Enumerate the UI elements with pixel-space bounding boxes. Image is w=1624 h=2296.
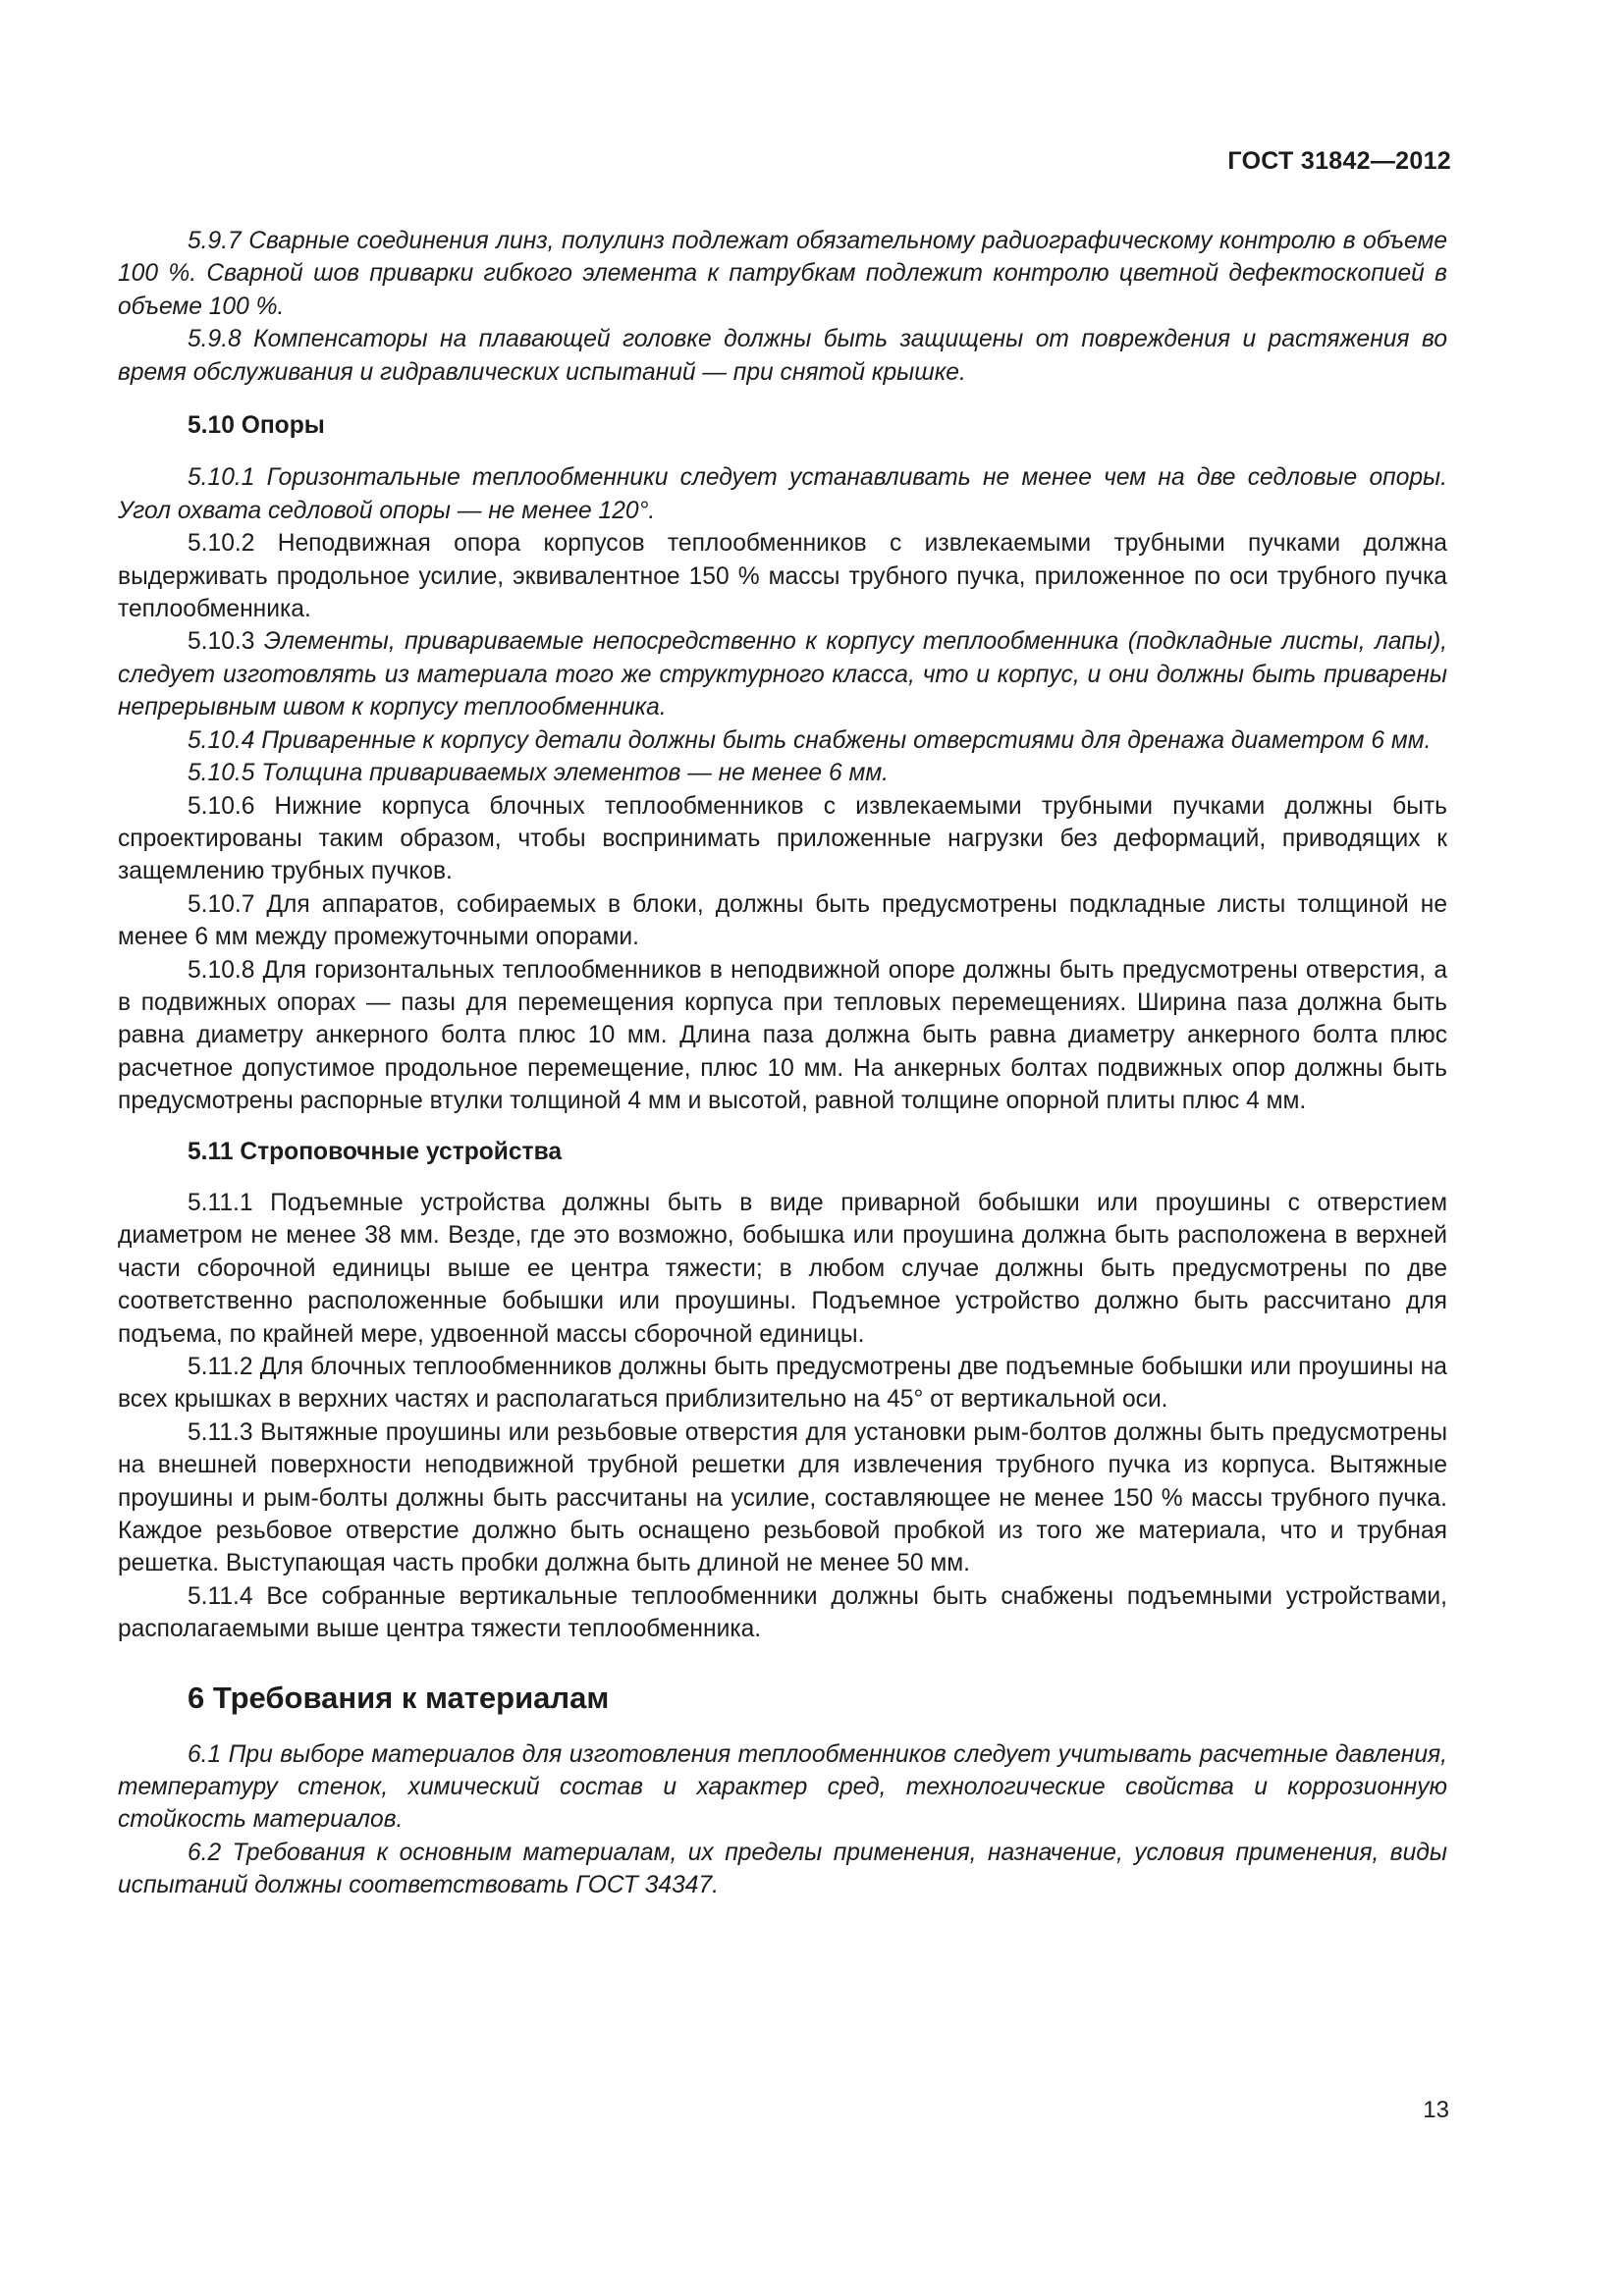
paragraph-5-10-6: 5.10.6 Нижние корпуса блочных теплообменников с извлекаемыми трубными пучками должны быть спроектированы таким образом, чтобы воспринимать приложенные нагрузки без деформаций, приводящих к защемлению трубных пучков. bbox=[118, 792, 1447, 885]
paragraph-5-9-8: 5.9.8 Компенсаторы на плавающей головке должны быть защищены от повреждения и растяжения во время обслуживания и гидравлических испытаний — при снятой крышке. bbox=[118, 326, 1447, 386]
chapter-heading-6: 6 Требования к материалам bbox=[188, 1680, 610, 1715]
page-number: 13 bbox=[1423, 2097, 1449, 2123]
paragraph-5-11-1: 5.11.1 Подъемные устройства должны быть в виде приварной бобышки или проушины с отверстием диаметром не менее 38 мм. Везде, где это возможно, бобышка или проушина должна быть расположена в верхней части сборочной единицы выше ее центра тяжести; в любом случае должны быть предусмотрены по две соответственно расположенные бобышки или проушины. Подъемное устройство должно быть рассчитано для подъема, по крайней мере, удвоенной массы сборочной единицы. bbox=[118, 1189, 1447, 1348]
paragraph-5-10-1: 5.10.1 Горизонтальные теплообменники следует устанавливать не менее чем на две седловые опоры. Угол охвата седловой опоры — не менее 120°. bbox=[118, 464, 1447, 524]
paragraph-6-2: 6.2 Требования к основным материалам, их пределы применения, назначение, условия применения, виды испытаний должны соответствовать ГОСТ 34347. bbox=[118, 1839, 1447, 1899]
section-heading-5-11: 5.11 Строповочные устройства bbox=[188, 1138, 563, 1165]
paragraph-5-10-3-text: Элементы, привариваемые непосредственно к корпусу теплообменника (подкладные листы, лапы), следует изготовлять из материала того же структурного класса, что и корпус, и они должны быть приварены непрерывным швом к корпусу теплообменника. bbox=[118, 628, 1447, 721]
standard-designation: ГОСТ 31842—2012 bbox=[1227, 147, 1451, 175]
paragraph-5-10-2: 5.10.2 Неподвижная опора корпусов теплообменников с извлекаемыми трубными пучками должна выдерживать продольное усилие, эквивалентное 150 % массы трубного пучка, приложенное по оси трубного пучка теплообменника. bbox=[118, 530, 1447, 623]
paragraph-5-11-4: 5.11.4 Все собранные вертикальные теплообменники должны быть снабжены подъемными устройствами, располагаемыми выше центра тяжести теплообменника. bbox=[118, 1582, 1447, 1643]
paragraph-5-10-3 bbox=[118, 625, 1447, 723]
paragraph-5-10-3-number: 5.10.3 bbox=[188, 628, 255, 656]
paragraph-5-11-3: 5.11.3 Вытяжные проушины или резьбовые отверстия для установки рым-болтов должны быть предусмотрены на внешней поверхности неподвижной трубной решетки для извлечения трубного пучка из корпуса. Вытяжные проушины и рым-болты должны быть рассчитаны на усилие, составляющее не менее 150 % массы трубного пучка. Каждое резьбовое отверстие должно быть оснащено резьбовой пробкой из того же материала, что и трубная решетка. Выступающая часть пробки должна быть длиной не менее 50 мм. bbox=[118, 1418, 1447, 1577]
paragraph-6-1: 6.1 При выборе материалов для изготовления теплообменников следует учитывать расчетные давления, температуру стенок, химический состав и характер сред, технологические свойства и коррозионную стойкость материалов. bbox=[118, 1740, 1447, 1834]
section-heading-5-10: 5.10 Опоры bbox=[188, 412, 325, 440]
paragraph-5-11-2: 5.11.2 Для блочных теплообменников должны быть предусмотрены две подъемные бобышки или проушины на всех крышках в верхних частях и располагаться приблизительно на 45° от вертикальной оси. bbox=[118, 1354, 1447, 1414]
paragraph-5-10-4: 5.10.4 Приваренные к корпусу детали должны быть снабжены отверстиями для дренажа диаметром 6 мм. bbox=[188, 726, 1432, 754]
paragraph-5-10-5: 5.10.5 Толщина привариваемых элементов — не менее 6 мм. bbox=[188, 760, 890, 787]
document-body bbox=[118, 225, 1447, 1902]
paragraph-5-10-8: 5.10.8 Для горизонтальных теплообменников в неподвижной опоре должны быть предусмотрены отверстия, а в подвижных опорах — пазы для перемещения корпуса при тепловых перемещениях. Ширина паза должна быть равна диаметру анкерного болта плюс 10 мм. Длина паза должна быть равна диаметру анкерного болта плюс расчетное допустимое продольное перемещение, плюс 10 мм. На анкерных болтах подвижных опор должны быть предусмотрены распорные втулки толщиной 4 мм и высотой, равной толщине опорной плиты плюс 4 мм. bbox=[118, 956, 1447, 1115]
paragraph-5-9-7: 5.9.7 Сварные соединения линз, полулинз подлежат обязательному радиографическому контролю в объеме 100 %. Сварной шов приварки гибкого элемента к патрубкам подлежит контролю цветной дефектоскопией в объеме 100 %. bbox=[118, 228, 1447, 320]
paragraph-5-10-7: 5.10.7 Для аппаратов, собираемых в блоки, должны быть предусмотрены подкладные листы толщиной не менее 6 мм между промежуточными опорами. bbox=[118, 890, 1447, 951]
